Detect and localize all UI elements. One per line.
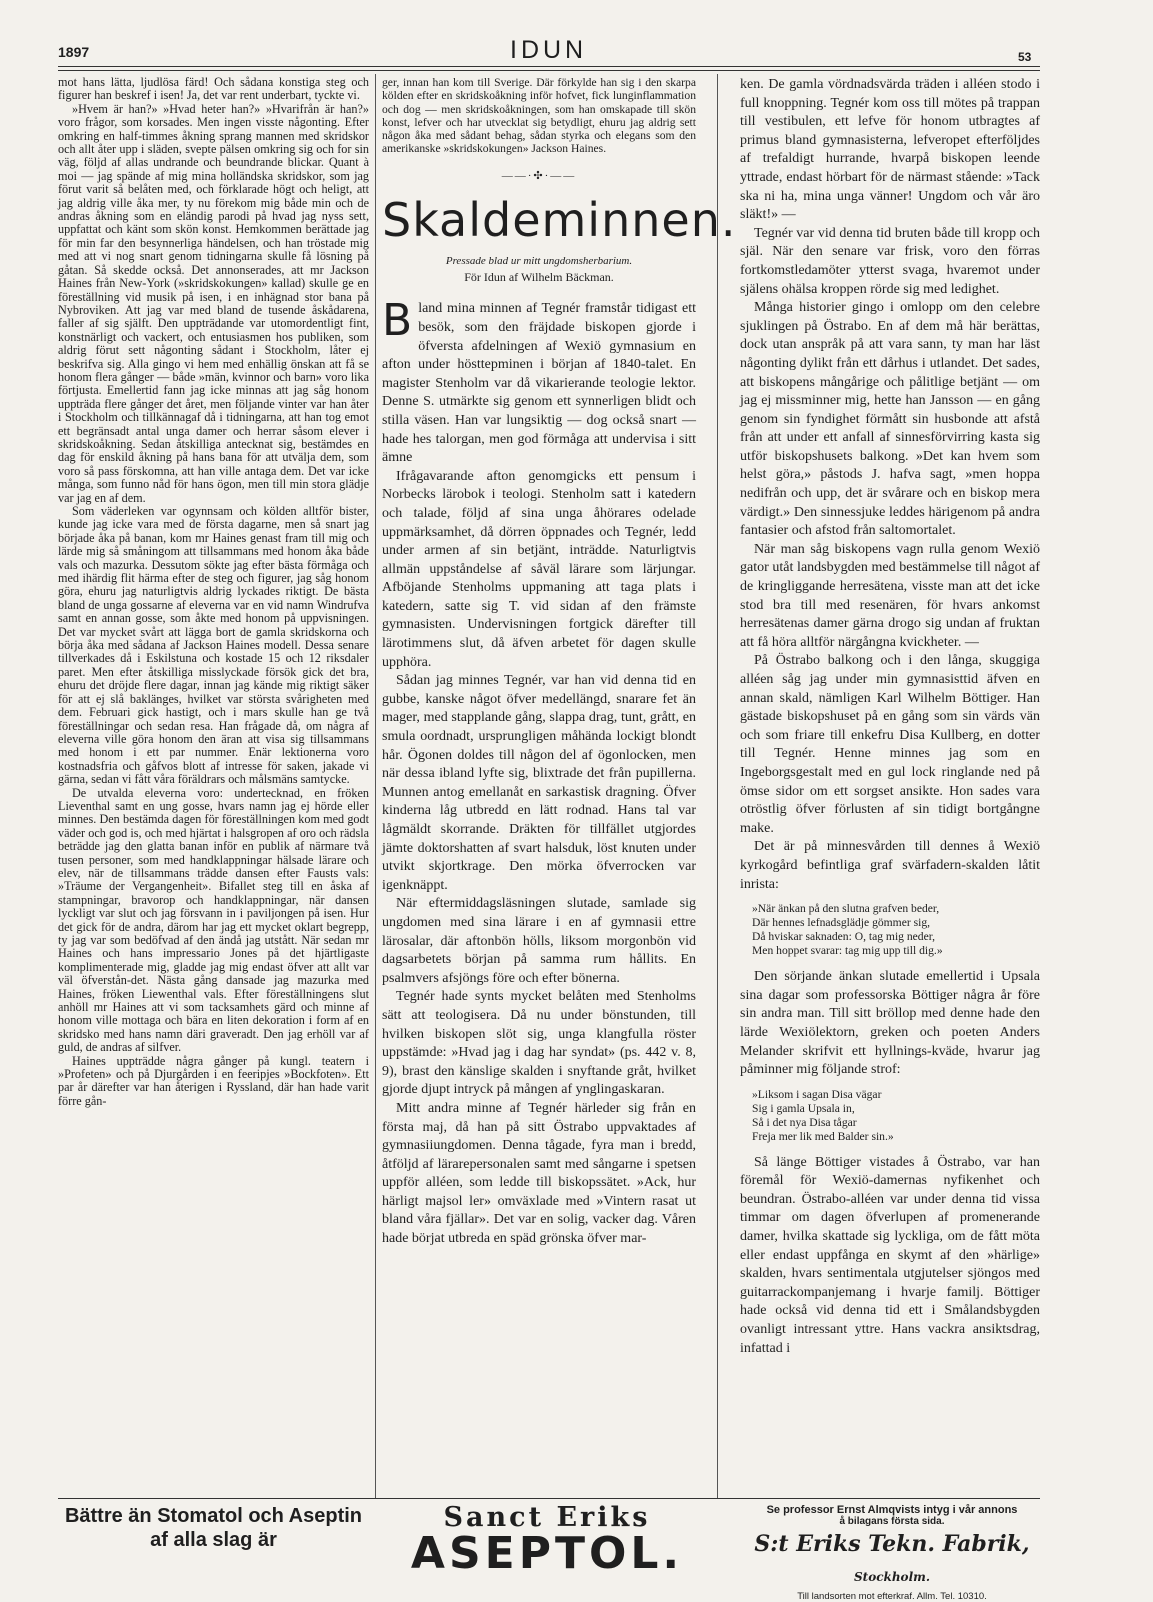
col2-intro: ger, innan han kom till Sverige. Där förkylde han sig i den skarpa kölden efter en skridskoåkning inför hofvet, fick lunginflammation och dog — men skridskoåkningen, som han omskapade till skön konst, lefver och har utvecklat sig betydligt, ehuru jag aldrig sett någon åka med sådant behag, sådan styrka och elegans som den amerikanske »skridskokungen» Jackson Haines. <box>382 76 696 156</box>
col3-paragraph: Många historier gingo i omlopp om den celebre sjuklingen på Östrabo. En af dem må här berättas, dock utan anspråk på att vara sann, ty man har läst någonting dylikt från ett dårhus i utlandet. Det sades, att biskopens mångårige och pålitlige betjänt — om jag ej missminner mig, hette han Jansson — en gång genom sin fyndighet förmått sin husbonde att afstå från att under ett anfall af sinnesförvirring kasta sig utför biskopshusets balkong. »Det kan hvem som helst göra,» påstods J. hafva sagt, »men hoppa nedifrån och upp, det är svårare och en biskop mera värdigt.» Den sinnessjuke leddes härigenom på andra fantasier och afstod från saltomortalet. <box>740 300 1040 539</box>
almqvist-note-2: å bilagans första sida. <box>839 1516 945 1527</box>
section-ornament: ——·✣·—— <box>501 169 577 182</box>
aseptol-wordmark: ASEPTOL. <box>410 1528 684 1579</box>
stomatol-advert <box>58 1504 369 1552</box>
poem-line: Sig i gamla Upsala in, <box>752 1101 855 1115</box>
col2-paragraph: Ifrågavarande afton genomgicks ett pensum i Norbecks lärobok i teologi. Stenholm satt i katedern och talade, följd af sina unga åhörares odelade uppmärksamhet, då dörren öppnades och Tegnér, ledd under armen af sin betjänt, inträdde. Naturligtvis allmän uppståndelse af såväl lärare som lärjungar. Afböjande Stenholms uppmaning att taga plats i katedern, satte sig T. vid sidan af den främste gymnasisten. Undervisningen fortgick därefter till lärotimmens slut, då äfven arbetet för dagen skulle upphöra. <box>382 468 696 670</box>
col3-paragraph: Så länge Böttiger vistades å Östrabo, var han föremål för Wexiö-damernas nyfikenhet och beundran. Östrabo-alléen var under denna tid vissa timmar om dagen öfverlupen af promenerande damer, hvilka skattade sig lyckliga, om de fått möta eller endast uppfånga en skymt af den »härlige» skalden, hvars sentimentala utgjutelser sjöngos med guitarrackompanjemang i hvarje familj. Böttiger hade också vid denna tid ett i Smålandsbygden ovanligt intressant yttre. Hans vackra ansiktsdrag, infattad i <box>740 1154 1040 1356</box>
poem-line: Freja mer lik med Balder sin.» <box>752 1129 894 1143</box>
poem-line: Där hennes lefnadsglädje gömmer sig, <box>752 916 931 930</box>
factory-advert <box>742 1504 1042 1602</box>
col2-paragraph: Sådan jag minnes Tegnér, var han vid denna tid en gubbe, kanske något öfver medellängd, snarare fet än mager, med stapplande gång, slappa drag, tunt, grått, en smula oordnadt, ursprungligen måhända lockigt blondt hår. Ögonen doldes till någon del af ögonlocken, men när dessa ibland lyfte sig, blixtrade det från pupillerna. Munnen antog emellanåt en sarkastisk dragning. Öfver kinderna låg utbredd en lätt rodnad. Hans tal var lågmäldt skorrande. Dräkten för tillfället utgjordes jämte doktorshatten af svart halsduk, löst knuten under utvikt skjortkrage. Den mörka öfverrocken var igenknäppt. <box>382 673 696 893</box>
factory-footer: Till landsorten mot efterkraf. Allm. Tel. 10310. <box>797 1591 987 1602</box>
article-body <box>382 295 696 1248</box>
stomatol-line-2: af alla slag är <box>150 1529 277 1551</box>
article-first-paragraph <box>382 295 696 467</box>
header-year: 1897 <box>58 44 90 60</box>
poem-line: Men hoppet svarar: tag mig upp till dig.» <box>752 944 943 958</box>
col2-paragraph: Tegnér hade synts mycket belåten med Stenholms sätt att teologisera. Då nu under bönstunden, till hvilken biskopen slöt sig, unga klangfulla röster uppstämde: »Hvad jag i dag har syndat» (ps. 442 v. 8, 9), brast den känslige skalden i snyftande gråt, hvilket gjorde djupt intryck på mången af ynglingaskaran. <box>382 989 696 1098</box>
col2-paragraph: När eftermiddagsläsningen slutade, samlade sig ungdomen med sina lärare i en af gymnasii ettre lärosalar, där aftonbön hölls, liksom morgonbön vid dagsarbetets början på samma rum hållits. En psalmvers afsjöngs före och efter bönerna. <box>382 896 696 986</box>
poem-line: Då hviskar saknaden: O, tag mig neder, <box>752 930 936 944</box>
col3-paragraph: Den sörjande änkan slutade emellertid i Upsala sina dagar som professorska Böttiger några år före sin andra man. Till sitt bröllop med denne hade den lärde Wexiölektorn, greken och poeten Anders Melander skrifvit ett hyllnings-kväde, hvarur jag påminner mig följande strof: <box>740 969 1040 1078</box>
article-byline: För Idun af Wilhelm Bäckman. <box>464 270 614 285</box>
col1-paragraph: De utvalda eleverna voro: undertecknad, en fröken Lieventhal samt en ung gosse, hvars namn jag ej hörde eller minnes. Den bestämda dagen för föreställningen kom med godt väder och god is, och med hjärtat i halsgropen af oro och rädsla beträdde jag den glatta banan inför en publik af närmare två tusen personer, som med handklappningar hälsade lärare och elev, när de tillsammans trädde dansen efter Fausts vals: »Träume der Vergangenheit». Bifallet steg till en åska af stampningar, bravorop och handklappningar, när dansen lyckligt var slut och jag försvann in i paviljongen på isen. Hur det gick för de andra, därom har jag ett mycket oklart begrepp, ty jag var som bedöfvad af den ändå jag utstått. När sedan mr Haines och hans impressario Jones på det hjärtligaste komplimenterade mig, gladde jag mig endast öfver att allt var väl öfverstån-det. Nästa gång dansade jag mazurka med Haines, fröken Liewenthal vals. Efter föreställningens slut anhöll mr Haines att vi som tacksamhets gärd och minne af honom ville mottaga och bära en liten dekoration i form af en skridsko med hans namn däri graveradt. Den jag erhöll var af guld, de andras af silfver. <box>58 785 369 1055</box>
factory-name-text: S:t Eriks Tekn. Fabrik, <box>754 1531 1030 1557</box>
page-number: 53 <box>1018 50 1032 64</box>
col3-paragraph: När man såg biskopens vagn rulla genom Wexiö gator utåt landsbygden med bestämmelse till något af de kringliggande herresätena, visste man att det icke stod bra till med resenären, för hvars ankomst herresätenas damer gärna drogo sig undan af fruktan att få höra alltför närgångna kvickheter. — <box>740 541 1040 650</box>
col2-paragraph: Mitt andra minne af Tegnér härleder sig från en första maj, då han på sitt Östrabo uppvaktades af gymnasiiungdomen. Denna tågade, fyra man i bredd, åtföljd af lärarepersonalen samt med sångarne i spetsen uppför alléen, som ledde till biskopssätet. »Ack, hur härligt majsol ler» omväxlade med »Vintern rasat ut bland våra fjällar». Det var en solig, vacker dag. Våren hade börjat utbreda en späd grönska öfver mar- <box>382 1100 696 1247</box>
poem-strophe <box>752 1088 1040 1144</box>
header-rule-bottom <box>58 70 1040 71</box>
sanct-eriks-wordmark: Sanct Eriks <box>443 1502 651 1533</box>
header-rule-top <box>58 66 1040 67</box>
col3-paragraph: Tegnér var vid denna tid bruten både till kropp och själ. När den senare var frisk, voro den förras fortkomstledamöter ytterst svaga, hvaremot under själens ohälsa kroppen rörde sig med ledighet. <box>740 225 1040 297</box>
drop-cap: B <box>382 295 413 347</box>
article-subtitle: Pressade blad ur mitt ungdomsherbarium. <box>445 255 633 268</box>
column-2 <box>382 76 737 1249</box>
poem-line: »Liksom i sagan Disa vägar <box>752 1087 882 1101</box>
column-divider-2 <box>717 74 718 1498</box>
poem-epitaph <box>752 902 1040 958</box>
col3-paragraph: ken. De gamla vördnadsvärda träden i alléen stodo i full knoppning. Tegnér kom oss till mötes på trappan till vestibulen, ett lefve för honom utbragtes af primus bland gymnasisterna, lefveropet efterföljdes af trefaldigt hurrande, hvarpå biskopen leende yttrade, endast hörbart för de närmast stående: »Tack ska ni ha, mina unga vänner! Ungdom och vår äro släkt!» — <box>740 77 1040 223</box>
col1-paragraph: »Hvem är han?» »Hvad heter han?» »Hvarifrån är han?» voro frågor, som korsades. Men ingen visste någonting. Efter omkring en half-timmes åkning sprang mannen med skridskor och allt åter upp i släden, svepte pälsen omkring sig och for sin väg, följd af allas undrande och beundrande blickar. Quant à moi — jag spände af mig mina holländska skridskor, som jag förut varit så belåten med, och förklarade högt och heligt, att jag aldrig ville åka mer, ty nu förekom mig både min och de andras åkning som en eländig parodi på hvad jag nyss sett, uppfattat och känt som skön konst. Hemkommen berättade jag för min far den besynnerliga händelsen, och han tröstade mig med att vi nog snart genom tidningarna skulle få lösning på gåtan. Så skedde också. Det annonserades, att mr Jackson Haines från New-York (»skridskokungen» kallad) skulle ge en föreställning vid musik på isen, i en inhägnad stor bana på Nybroviken. Att jag var med bland de tusende åskådarena, faller af sig själft. Den uppträdande var utomordentligt fint, konstnärligt och vackert, och entusiasmen hos publiken, som aldrig förut sett någonting sådant i Stockholm, låter ej beskrifva sig. Alla gingo vi hem med enhällig önskan att få se honom flera gånger — både »män, kvinnor och barn» voro lika förtjusta. Emellertid fann jag icke minnas att jag såg honom uppträda flere gånger det året, men följande vinter var han åter i Stockholm och tillkännagaf då i tidningarna, att han tog emot ett begränsadt antal unga damer och herrar såsom elever i skridskoåkning. Sedan åtskilliga antecknat sig, bestämdes en dag för enskild åkning på hans bana för att utvälja dem, som voro så pass förskomna, att han ville antaga dem. Det var icke många, som funno nåd för hans ögon, men till min stora glädje var jag en af dem. <box>58 101 369 505</box>
factory-city: Stockholm. <box>854 1570 930 1584</box>
poem-line: Så i det nya Disa tågar <box>752 1115 857 1129</box>
col1-paragraph: Haines uppträdde några gånger på kungl. teatern i »Profeten» och på Djurgården i en feeripjes »Bockfoten». Ett par år därefter var han återigen i Ryssland, där han hade varit förre gån- <box>58 1053 369 1108</box>
stomatol-line-1: Bättre än Stomatol och Aseptin <box>64 1505 363 1527</box>
col3-paragraph: Det är på minnesvården till dennes å Wexiö kyrkogård befintliga graf svärfadern-skalden låtit inrista: <box>740 839 1040 892</box>
aseptol-advert <box>382 1502 712 1579</box>
first-paragraph-text: land mina minnen af Tegnér framstår tidigast ett besök, som den fräjdade biskopen gjorde i öfversta afdelningen af Wexiö gymnasium en afton under hösttерminen i början af 1840-talet. En magister Stenholm var då vikarierande teologie lektor. Denne S. utmärkte sig genom ett synnerligen blidt och stilla väsen. Han var lungsiktig — dog också snart — hade hes talorgan, men god förmåga att undervisa i sitt ämne <box>382 301 696 466</box>
ad-rule <box>58 1498 1040 1499</box>
col3-paragraph: På Östrabo balkong och i den långa, skuggiga alléen såg jag under min gymnasisttid äfven en annan skald, nämligen Karl Wilhelm Böttiger. Han gästade biskopshuset på en gång som sin värds vän och som friare till enkefru Disa Kullberg, en dotter till Tegnér. Henne minnes jag som en Ingeborgsgestalt med en gul lock ringlande ned på ömse sidor om ett sorgset ansikte. Hon sades vara otröstlig öfver förlusten af sin tidigt bortgångne make. <box>740 653 1040 836</box>
almqvist-note-1: Se professor Ernst Almqvists intyg i vår annons <box>766 1504 1018 1516</box>
poem-line: »När änkan på den slutna grafven beder, <box>752 902 940 916</box>
col1-paragraph: Som väderleken var ogynnsam och kölden alltför bister, kunde jag icke vara med de första dagarne, men så snart jag började åka på banan, kom mr Haines genast fram till mig och lärde mig så småningom att tillsammans med honom åka både vals och mazurka. Dessutom sökte jag efter bästa förmåga och med ihärdig flit härma efter de steg och figurer, jag såg honom göra, ehuru jag naturligtvis aldrig lyckades riktigt. De bästa bland de unga gossarne af eleverna var en vid namn Windrufva samt en annan gosse, som åkte med honom på uppvisningen. Det var mycket svårt att lägga bort de gamla skridskorna och börja åka med sådana af Jackson Haines modell. Dessa senare tillverkades då i Eskilstuna och kostade 15 och 12 riksdaler paret. Men efter åtskilliga misslyckade försök gick det bra, ehuru det dröjde flere dagar, innan jag kände mig riktigt säker för att ej slå baklänges, hvilket var största svårigheten med dem. Februari gick hastigt, och i mars skulle han ge två föreställningar och sedan resa. Han frågade då, om några af eleverna ville göra honom den äran att visa sig tillsammans med honom i ett par nummer. Enär lektionerna voro kostnadsfria och gåfvos blott af intresse för saken, jakade vi gärna, sedan vi fått våra föräldrars och målsmäns samtycke. <box>58 504 369 787</box>
factory-name <box>742 1529 1042 1592</box>
column-divider-1 <box>375 74 376 1498</box>
masthead-title: IDUN <box>510 36 588 64</box>
article-title: Skaldeminnen. <box>382 193 737 248</box>
column-3 <box>740 76 1040 1358</box>
col1-paragraph: mot hans lätta, ljudlösa färd! Och sådana konstiga steg och figurer han beskref i isen! Ja, det var rent underbart, tyckte vi. <box>58 75 369 103</box>
column-1 <box>58 76 369 1108</box>
